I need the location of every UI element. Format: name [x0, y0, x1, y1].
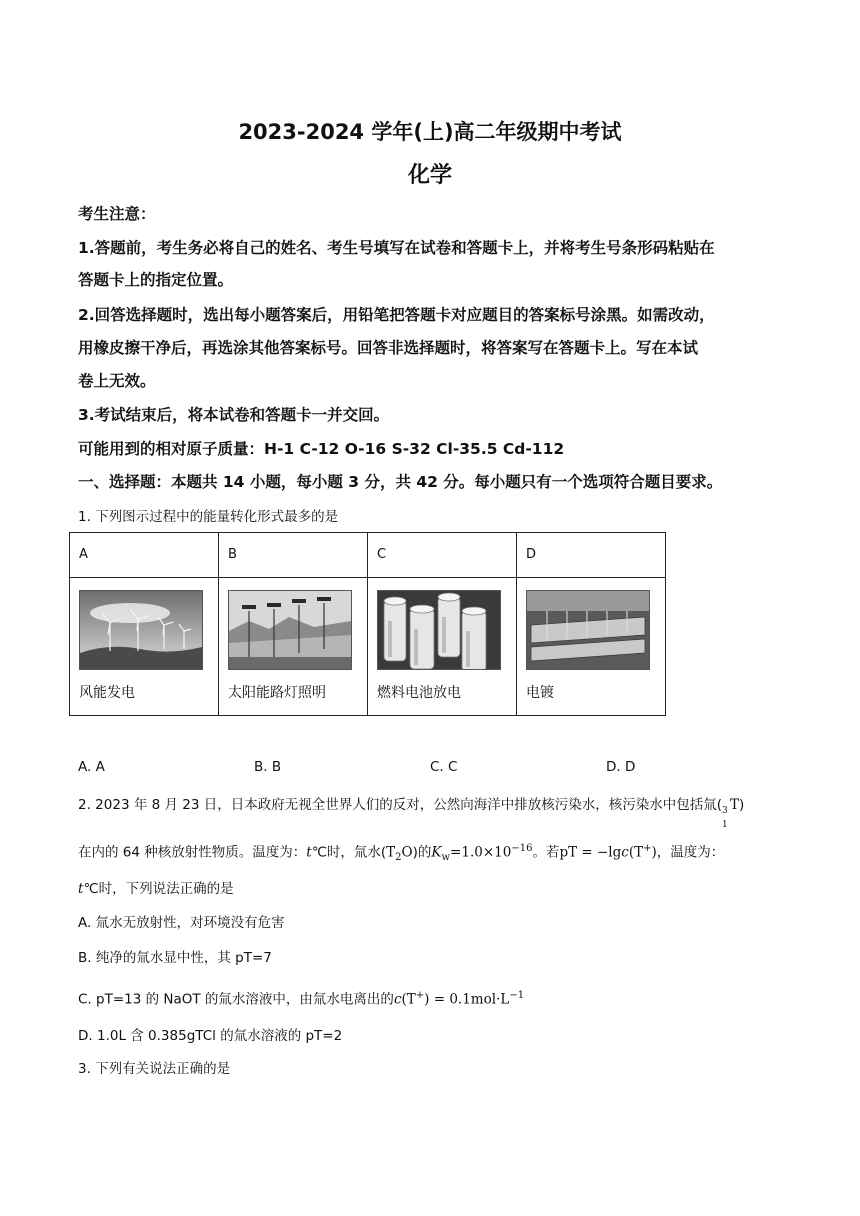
- q1-answer-a: A. A: [78, 759, 105, 775]
- electroplating-photo: [526, 590, 650, 670]
- q1-caption-c: 燃料电池放电: [377, 685, 461, 701]
- section-1-heading: 一、选择题：本题共 14 小题，每小题 3 分，共 42 分。每小题只有一个选项符合题目要求。: [78, 473, 723, 491]
- q1-answer-d: D. D: [606, 759, 636, 775]
- notice-item-1: 1.答题前，考生务必将自己的姓名、考生号填写在试卷和答题卡上，并将考生号条形码粘贴在: [78, 239, 715, 257]
- q1-header-a: A: [70, 533, 219, 578]
- notice-item-1-cont: 答题卡上的指定位置。: [78, 271, 234, 289]
- notice-heading: 考生注意：: [78, 205, 156, 223]
- q1-header-b: B: [219, 533, 368, 578]
- notice-item-2-cont: 用橡皮擦干净后，再选涂其他答案标号。回答非选择题时，将答案写在答题卡上。写在本试: [78, 339, 699, 357]
- q2-option-c: C. pT=13 的 NaOT 的氚水溶液中，由氚水电离出的$c(T^+) = 0.1mol\cdot L^{-1}$: [78, 990, 525, 1008]
- atomic-mass-line: 可能用到的相对原子质量：H-1 C-12 O-16 S-32 Cl-35.5 Cd-112: [78, 440, 565, 458]
- q1-caption-d: 电镀: [526, 685, 554, 701]
- q1-answer-b: B. B: [254, 759, 282, 775]
- q1-header-c: C: [368, 533, 517, 578]
- solar-streetlight-photo: [228, 590, 352, 670]
- q1-cell-a: [70, 578, 219, 716]
- wind-turbine-photo: [79, 590, 203, 670]
- exam-title: 2023-2024 学年(上)高二年级期中考试: [238, 120, 622, 144]
- q2-line-2: 在内的 64 种核放射性物质。温度为：t℃时，氚水$(T_2O)$的$K_w=1.0\times 10^{-16}$。若pT = −lgc(T+)，温度为：: [78, 843, 725, 864]
- q1-caption-b: 太阳能路灯照明: [228, 685, 326, 701]
- q2-line-1-text: 2. 2023 年 8 月 23 日，日本政府无视全世界人们的反对，公然向海洋中排放核污染水，核污染水中包括氚(: [78, 797, 723, 813]
- notice-item-2: 2.回答选择题时，选出每小题答案后，用铅笔把答题卡对应题目的答案标号涂黑。如需改动，: [78, 306, 715, 324]
- notice-item-3: 3.考试结束后，将本试卷和答题卡一并交回。: [78, 406, 390, 424]
- fuel-cell-photo: [377, 590, 501, 670]
- q1-cell-b: [219, 578, 368, 716]
- notice-item-2-end: 卷上无效。: [78, 372, 156, 390]
- q2-line-1: 2. 2023 年 8 月 23 日，日本政府无视全世界人们的反对，公然向海洋中排放核污染水，核污染水中包括氚( 3 1 T): [78, 797, 745, 830]
- q1-header-d: D: [517, 533, 666, 578]
- q2-line-3: t℃时，下列说法正确的是: [78, 881, 234, 897]
- subject-title: 化学: [407, 163, 452, 188]
- q1-cell-d: [517, 578, 666, 716]
- q3-stem: 3. 下列有关说法正确的是: [78, 1061, 231, 1077]
- q1-stem: 1. 下列图示过程中的能量转化形式最多的是: [78, 509, 339, 525]
- q1-cell-c: [368, 578, 517, 716]
- q2-option-a: A. 氚水无放射性，对环境没有危害: [78, 915, 285, 931]
- q1-answer-c: C. C: [430, 759, 458, 775]
- q2-option-b: B. 纯净的氚水显中性，其 pT=7: [78, 950, 272, 966]
- q1-option-table: [69, 532, 666, 716]
- q1-caption-a: 风能发电: [79, 685, 135, 701]
- q2-option-d: D. 1.0L 含 0.385gTCl 的氚水溶液的 pT=2: [78, 1028, 343, 1044]
